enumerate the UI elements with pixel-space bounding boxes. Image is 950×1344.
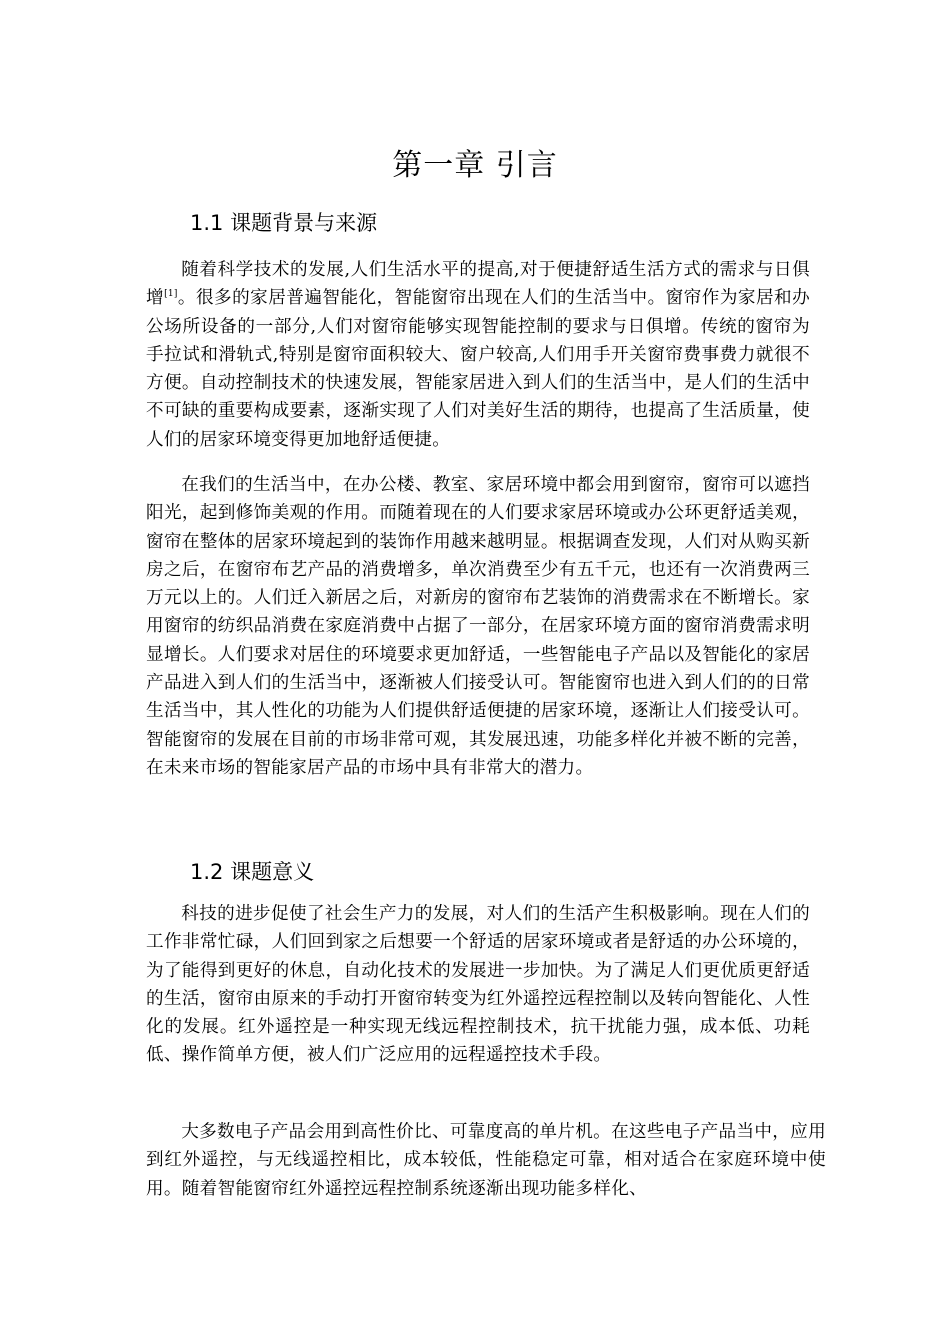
citation-reference: [1] [164,289,178,300]
paragraph [146,256,810,454]
section-heading-1-1: 1.1 课题背景与来源 [190,211,378,235]
paragraph: 大多数电子产品会用到高性价比、可靠度高的单片机。在这些电子产品当中，应用到红外遥控，与无线遥控相比，成本较低，性能稳定可靠，相对适合在家庭环境中使用。随着智能窗帘红外遥控远程控制系统逐渐出现功能多样化、 [146,1122,826,1199]
paragraph: 科技的进步促使了社会生产力的发展，对人们的生活产生积极影响。现在人们的工作非常忙碌，人们回到家之后想要一个舒适的居家环境或者是舒适的办公环境的，为了能得到更好的休息，自动化技术的发展进一步加快。为了满足人们更优质更舒适的生活，窗帘由原来的手动打开窗帘转变为红外遥控远程控制以及转向智能化、人性化的发展。红外遥控是一种实现无线远程控制技术，抗干扰能力强，成本低、功耗低、操作简单方便，被人们广泛应用的远程遥控技术手段。 [146,904,810,1066]
paragraph-text: 。很多的家居普遍智能化，智能窗帘出现在人们的生活当中。窗帘作为家居和办公场所设备的一部分,人们对窗帘能够实现智能控制的要求与日俱增。传统的窗帘为手拉试和滑轨式,特别是窗帘面积较大、窗户较高,人们用手开关窗帘费事费力就很不方便。自动控制技术的快速发展，智能家居进入到人们的生活当中，是人们的生活中不可缺的重要构成要素，逐渐实现了人们对美好生活的期待，也提高了生活质量，使人们的居家环境变得更加地舒适便捷。 [146,288,810,450]
paragraph-text: 随着科学技术的发展,人们生活水平的提高,对于便捷舒适生活方式的需求与日俱增 [146,260,810,309]
section-heading-1-2: 1.2 课题意义 [190,860,315,884]
paragraph: 在我们的生活当中，在办公楼、教室、家居环境中都会用到窗帘，窗帘可以遮挡阳光，起到修饰美观的作用。而随着现在的人们要求家居环境或办公环更舒适美观，窗帘在整体的居家环境起到的装饰作用越来越明显。根据调查发现，人们对从购买新房之后，在窗帘布艺产品的消费增多，单次消费至少有五千元，也还有一次消费两三万元以上的。人们迁入新居之后，对新房的窗帘布艺装饰的消费需求在不断增长。家用窗帘的纺织品消费在家庭消费中占据了一部分，在居家环境方面的窗帘消费需求明显增长。人们要求对居住的环境要求更加舒适，一些智能电子产品以及智能化的家居产品进入到人们的生活当中，逐渐被人们接受认可。智能窗帘也进入到人们的的日常生活当中，其人性化的功能为人们提供舒适便捷的居家环境，逐渐让人们接受认可。智能窗帘的发展在目前的市场非常可观，其发展迅速，功能多样化并被不断的完善，在未来市场的智能家居产品的市场中具有非常大的潜力。 [146,475,810,778]
chapter-title: 第一章 引言 [392,148,558,183]
